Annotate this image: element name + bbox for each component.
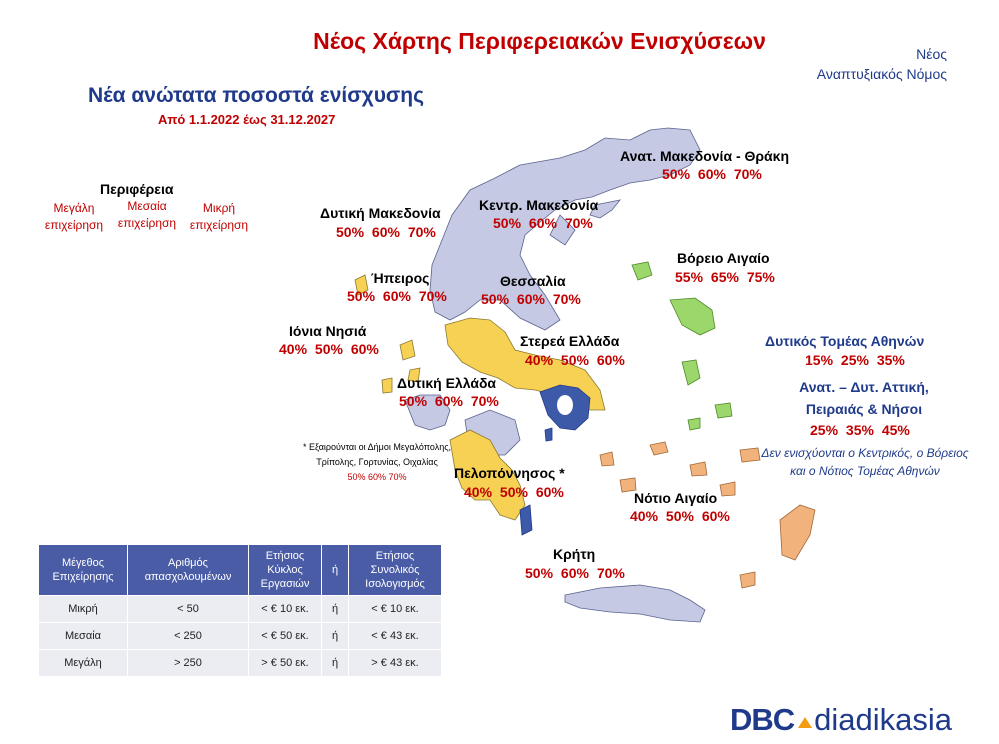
region-kentr-makedonia-name: Κεντρ. Μακεδονία <box>479 197 599 213</box>
logo-triangle-icon <box>798 717 812 728</box>
region-kentr-makedonia-rates: 50% 60% 70% <box>493 215 593 231</box>
region-eam-thraki-name: Ανατ. Μακεδονία - Θράκη <box>620 148 790 164</box>
region-dyt-makedonia-rates: 50% 60% 70% <box>336 224 436 240</box>
table-cell: < 50 <box>128 596 249 623</box>
region-thessalia-rates: 50% 60% 70% <box>481 291 581 307</box>
crete <box>565 585 705 622</box>
table-cell: < € 50 εκ. <box>249 623 322 650</box>
table-cell: < 250 <box>128 623 249 650</box>
region-notio-aigaio-name: Νότιο Αιγαίο <box>634 490 718 506</box>
attica-rates: 25% 35% 45% <box>810 422 910 438</box>
law-line-2: Αναπτυξιακός Νόμος <box>816 66 947 82</box>
region-notio-aigaio-rates: 40% 50% 60% <box>630 508 730 524</box>
region-sterea-name: Στερεά Ελλάδα <box>520 333 620 349</box>
table-cell: ή <box>322 650 349 677</box>
table-header-row <box>39 545 442 596</box>
legend-large: Μεγάλη επιχείρηση <box>44 201 104 232</box>
region-thessalia-name: Θεσσαλία <box>500 273 566 289</box>
region-ipeiros-rates: 50% 60% 70% <box>347 288 447 304</box>
region-dyt-ellada-rates: 50% 60% 70% <box>399 393 499 409</box>
region-eam-thraki-rates: 50% 60% 70% <box>662 166 762 182</box>
table-cell: > 250 <box>128 650 249 677</box>
subtitle: Νέα ανώτατα ποσοστά ενίσχυσης <box>88 84 425 107</box>
table-header: Αριθμός απασχολουμένων <box>128 545 249 596</box>
table-row <box>39 650 442 677</box>
company-size-table <box>38 544 442 677</box>
table-cell: Μεγάλη <box>39 650 128 677</box>
table-cell: ή <box>322 596 349 623</box>
period: Από 1.1.2022 έως 31.12.2027 <box>158 112 336 127</box>
region-peloponnisos-rates: 40% 50% 60% <box>464 484 564 500</box>
attica-label <box>764 376 964 420</box>
table-cell: Μικρή <box>39 596 128 623</box>
table-row <box>39 596 442 623</box>
table-cell: < € 10 εκ. <box>249 596 322 623</box>
table-row <box>39 623 442 650</box>
logo-name: diadikasia <box>814 702 953 737</box>
law-line-1: Νέος <box>916 46 947 62</box>
region-dyt-ellada-name: Δυτική Ελλάδα <box>397 375 497 391</box>
athens-note-line-1: Δεν ενισχύονται ο Κεντρικός, ο Βόρειος <box>761 446 969 460</box>
athens-west-name: Δυτικός Τομέας Αθηνών <box>765 333 925 349</box>
region-dyt-makedonia-name: Δυτική Μακεδονία <box>320 205 441 221</box>
region-kriti-name: Κρήτη <box>553 546 596 562</box>
footnote <box>282 440 472 485</box>
darkblue-attica <box>520 385 590 535</box>
table-header: Μέγεθος Επιχείρησης <box>39 545 128 596</box>
region-ionia-rates: 40% 50% 60% <box>279 341 379 357</box>
region-peloponnisos-name: Πελοπόννησος * <box>454 465 565 481</box>
table-header: Ετήσιος Συνολικός Ισολογισμός <box>349 545 442 596</box>
region-ipeiros-name: Ήπειρος <box>371 270 430 286</box>
table-header: ή <box>322 545 349 596</box>
table-cell: ή <box>322 623 349 650</box>
legend-medium: Μεσαία επιχείρηση <box>117 199 177 230</box>
athens-west-rates: 15% 25% 35% <box>805 352 905 368</box>
footnote-line-2: Τρίπολης, Γορτυνίας, Οιχαλίας <box>316 457 438 467</box>
page-title: Νέος Χάρτης Περιφερειακών Ενισχύσεων <box>313 28 766 54</box>
footnote-line-1: * Εξαιρούνται οι Δήμοι Μεγαλόπολης, <box>302 442 452 452</box>
table-cell: < € 10 εκ. <box>349 596 442 623</box>
attica-line-1: Ανατ. – Δυτ. Αττική, <box>799 379 929 395</box>
table-cell: Μεσαία <box>39 623 128 650</box>
logo-brand: DBC <box>730 702 795 737</box>
table-header: Ετήσιος Κύκλος Εργασιών <box>249 545 322 596</box>
footnote-rates: 50% 60% 70% <box>347 472 407 482</box>
region-voreio-aigaio-name: Βόρειο Αιγαίο <box>677 250 770 266</box>
legend-title: Περιφέρεια <box>100 181 174 197</box>
region-ionia-name: Ιόνια Νησιά <box>289 323 367 339</box>
dbc-logo <box>730 702 952 738</box>
region-voreio-aigaio-rates: 55% 65% 75% <box>675 269 775 285</box>
legend-small: Μικρή επιχείρηση <box>189 201 249 232</box>
table-cell: > € 50 εκ. <box>249 650 322 677</box>
region-sterea-rates: 40% 50% 60% <box>525 352 625 368</box>
table-cell: > € 43 εκ. <box>349 650 442 677</box>
athens-center-marker <box>557 395 573 415</box>
athens-note <box>750 444 980 480</box>
attica-line-2: Πειραιάς & Νήσοι <box>805 401 923 417</box>
table-cell: < € 43 εκ. <box>349 623 442 650</box>
region-kriti-rates: 50% 60% 70% <box>525 565 625 581</box>
athens-note-line-2: και ο Νότιος Τομέας Αθηνών <box>790 464 940 478</box>
green-islands <box>632 262 732 430</box>
